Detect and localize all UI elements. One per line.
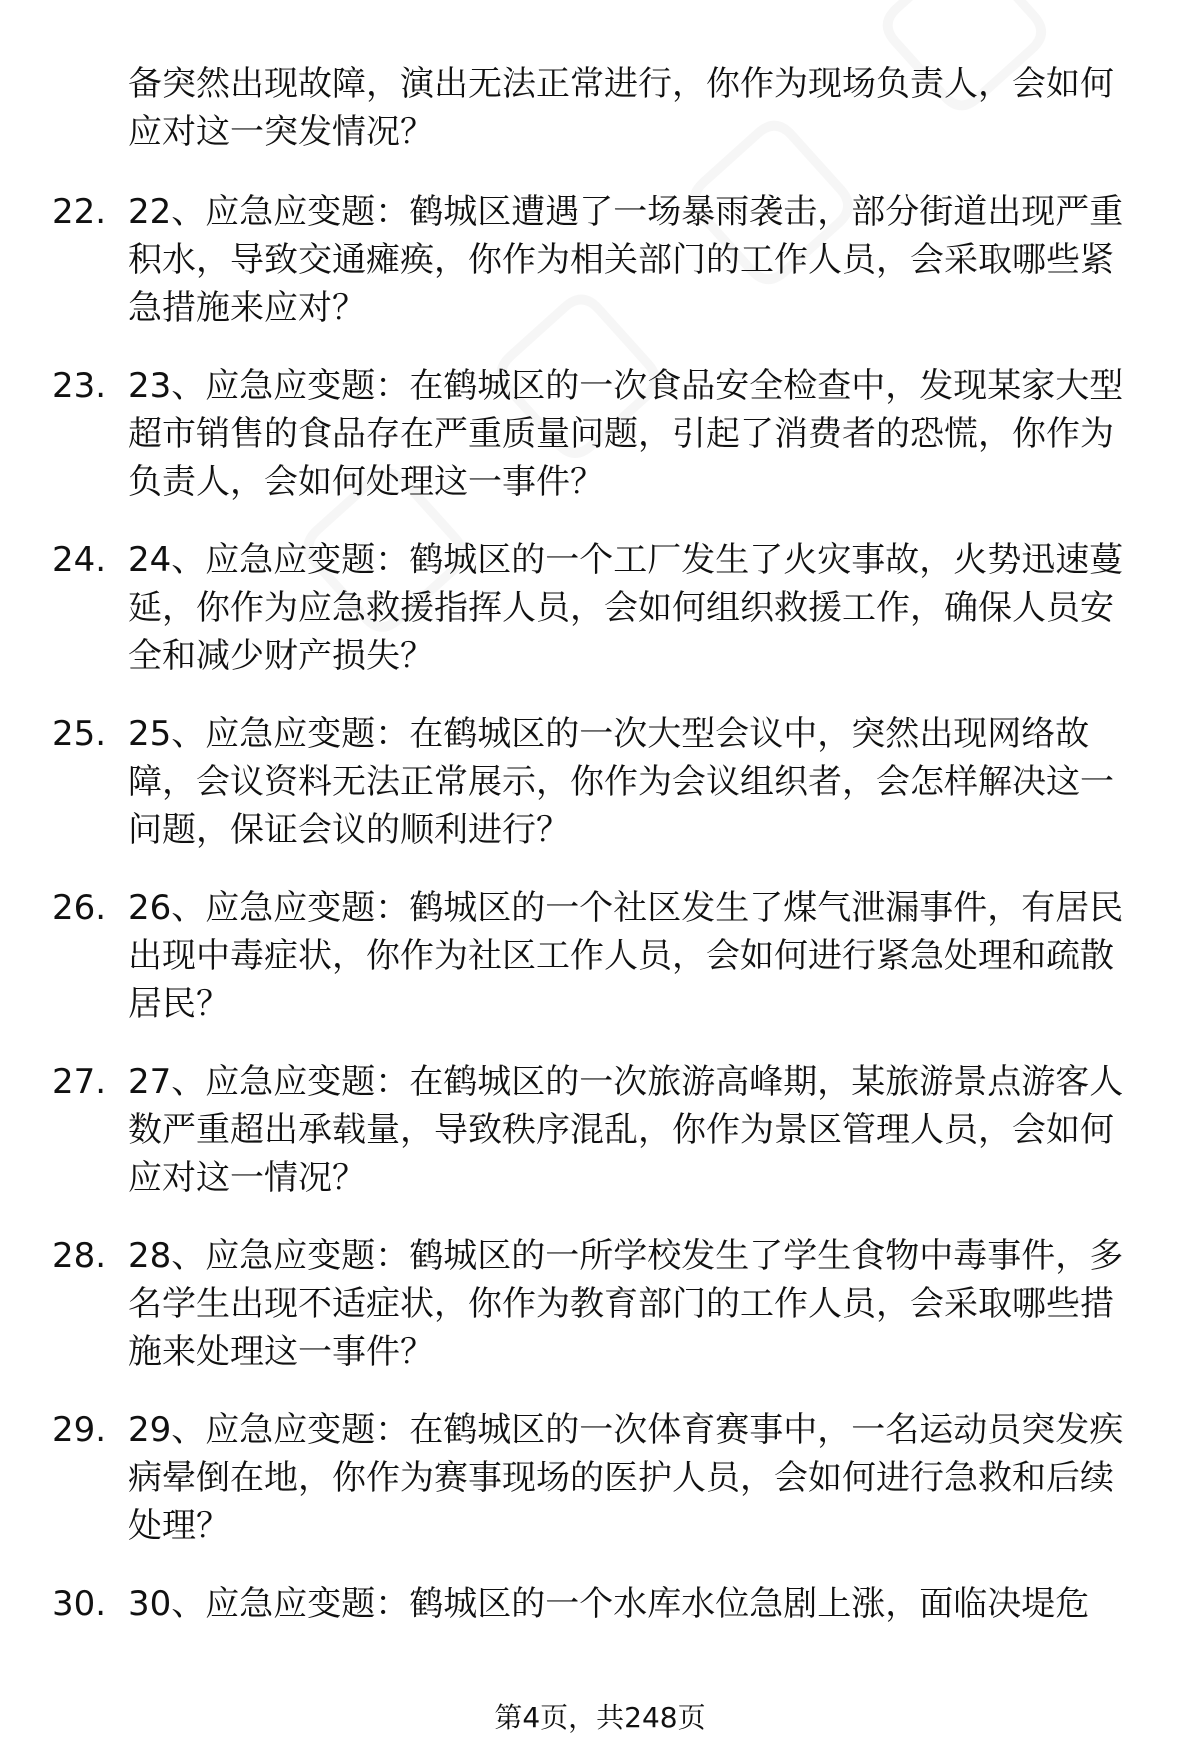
question-text: 30、应急应变题：鹤城区的一个水库水位急剧上涨，面临决堤危 xyxy=(128,1584,1090,1624)
question-number: 24. xyxy=(52,540,107,580)
question-number: 26. xyxy=(52,888,107,928)
list-item xyxy=(0,536,1200,710)
list-item xyxy=(0,710,1200,884)
question-list xyxy=(0,188,1200,1754)
list-item xyxy=(0,362,1200,536)
question-text: 25、应急应变题：在鹤城区的一次大型会议中，突然出现网络故障，会议资料无法正常展示，你作为会议组织者，会怎样解决这一问题，保证会议的顺利进行？ xyxy=(128,714,1114,850)
question-number: 28. xyxy=(52,1236,107,1276)
question-number: 25. xyxy=(52,714,107,754)
question-text: 26、应急应变题：鹤城区的一个社区发生了煤气泄漏事件，有居民出现中毒症状，你作为社区工作人员，会如何进行紧急处理和疏散居民？ xyxy=(128,888,1124,1024)
question-text: 24、应急应变题：鹤城区的一个工厂发生了火灾事故，火势迅速蔓延，你作为应急救援指挥人员，会如何组织救援工作，确保人员安全和减少财产损失？ xyxy=(128,540,1124,676)
question-text: 29、应急应变题：在鹤城区的一次体育赛事中，一名运动员突发疾病晕倒在地，你作为赛事现场的医护人员，会如何进行急救和后续处理？ xyxy=(128,1410,1124,1546)
question-number: 22. xyxy=(52,192,107,232)
list-item xyxy=(0,1058,1200,1232)
question-number: 30. xyxy=(52,1584,107,1624)
question-text: 22、应急应变题：鹤城区遭遇了一场暴雨袭击，部分街道出现严重积水，导致交通瘫痪，你作为相关部门的工作人员，会采取哪些紧急措施来应对？ xyxy=(128,192,1124,328)
list-item xyxy=(0,1232,1200,1406)
previous-question-continuation: 备突然出现故障，演出无法正常进行，你作为现场负责人，会如何应对这一突发情况？ xyxy=(128,64,1114,152)
question-text: 23、应急应变题：在鹤城区的一次食品安全检查中，发现某家大型超市销售的食品存在严重质量问题，引起了消费者的恐慌，你作为负责人，会如何处理这一事件？ xyxy=(128,366,1124,502)
question-number: 29. xyxy=(52,1410,107,1450)
list-item xyxy=(0,884,1200,1058)
question-number: 23. xyxy=(52,366,107,406)
list-item xyxy=(0,188,1200,362)
question-number: 27. xyxy=(52,1062,107,1102)
page-number-footer: 第4页，共248页 xyxy=(494,1701,706,1734)
question-text: 27、应急应变题：在鹤城区的一次旅游高峰期，某旅游景点游客人数严重超出承载量，导致秩序混乱，你作为景区管理人员，会如何应对这一情况？ xyxy=(128,1062,1124,1198)
question-text: 28、应急应变题：鹤城区的一所学校发生了学生食物中毒事件，多名学生出现不适症状，你作为教育部门的工作人员，会采取哪些措施来处理这一事件？ xyxy=(128,1236,1124,1372)
list-item xyxy=(0,1406,1200,1580)
